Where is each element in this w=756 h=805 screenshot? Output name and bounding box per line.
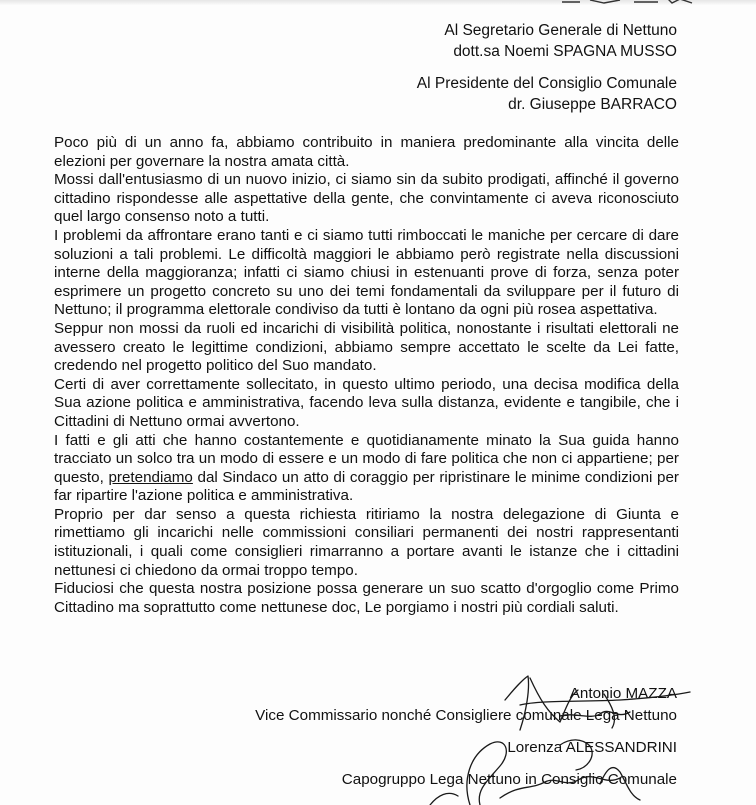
addressee-name: dott.sa Noemi SPAGNA MUSSO bbox=[453, 43, 677, 60]
paragraph: I problemi da affrontare erano tanti e ci siamo tutti rimboccati le maniche per cercare di dare soluzioni a tali problemi. Le difficoltà maggiori le abbiamo però registrate nella discussioni interne della maggioranza; infatti ci siamo chiusi in estenuanti prove di forza, senza poter esprimere un progetto concreto su uno dei temi fondamentali da sviluppare per il futuro di Nettuno; il programma elettorale condiviso da tutti è lontano da ogni più rosea aspettativa. bbox=[54, 226, 679, 319]
letter-body bbox=[54, 134, 679, 617]
signatory-name: Lorenza ALESSANDRINI bbox=[507, 739, 677, 756]
signatory-role: Capogruppo Lega Nettuno in Consiglio Comunale bbox=[341, 771, 677, 788]
paragraph-text: dal Sindaco un atto di coraggio per ripristinare le minime condizioni per far ripartire l'azione politica e amministrativa. bbox=[54, 468, 679, 505]
paragraph: Certi di aver correttamente sollecitato, in questo ultimo periodo, una decisa modifica della Sua azione politica e amministrativa, facendo leva sulla distanza, evidente e tangibile, che i Cittadini di Nettuno ormai avvertono. bbox=[54, 375, 679, 430]
paragraph: Seppur non mossi da ruoli ed incarichi di visibilità politica, nonostante i risultati elettorali ne avessero creato le legittime condizioni, abbiamo sempre accettato le scelte da Lei fatte, credendo nel progetto politico del Suo mandato. bbox=[54, 319, 679, 375]
paragraph bbox=[54, 432, 679, 506]
paragraph-text: I fatti e gli atti che hanno costantemente e quotidianamente minato la Sua guida hanno tracciato un solco tra un modo di essere e un modo di fare politica che non ci appartiene; per questo, bbox=[54, 431, 679, 486]
signature-stroke bbox=[430, 793, 458, 805]
addressee-title: Al Presidente del Consiglio Comunale bbox=[416, 75, 677, 92]
addressee-name: dr. Giuseppe BARRACO bbox=[508, 96, 677, 113]
addressee-title: Al Segretario Generale di Nettuno bbox=[444, 22, 677, 39]
paragraph: Poco più di un anno fa, abbiamo contribuito in maniera predominante alla vincita delle elezioni per governare la nostra amata città. bbox=[54, 134, 679, 170]
signatory-name: Antonio MAZZA bbox=[569, 685, 677, 702]
paragraph: Proprio per dar senso a questa richiesta ritiriamo la nostra delegazione di Giunta e rimettiamo gli incarichi nelle commissioni consiliari permanenti dei nostri rappresentanti istituzionali, i quali come consiglieri rimarranno a portare avanti le istanze che i cittadini nettunesi ci chiedono da ormai troppo tempo. bbox=[54, 505, 679, 579]
underlined-word: pretendiamo bbox=[108, 468, 193, 486]
paragraph: Mossi dall'entusiasmo di un nuovo inizio, ci siamo sin da subito prodigati, affinché il governo cittadino rispondesse alle aspettative della gente, che convintamente ci aveva riconosciuto quel largo consenso noto a tutti. bbox=[54, 171, 679, 226]
paragraph: Fiduciosi che questa nostra posizione possa generare un suo scatto d'orgoglio come Primo Cittadino ma soprattutto come nettunese doc, Le porgiamo i nostri più cordiali saluti. bbox=[54, 580, 679, 616]
cut-off-header-mark bbox=[560, 0, 700, 8]
addressee-president bbox=[417, 73, 677, 115]
signatory-role: Vice Commissario nonché Consigliere comunale Lega Nettuno bbox=[255, 707, 677, 724]
addressee-secretary bbox=[444, 20, 677, 62]
